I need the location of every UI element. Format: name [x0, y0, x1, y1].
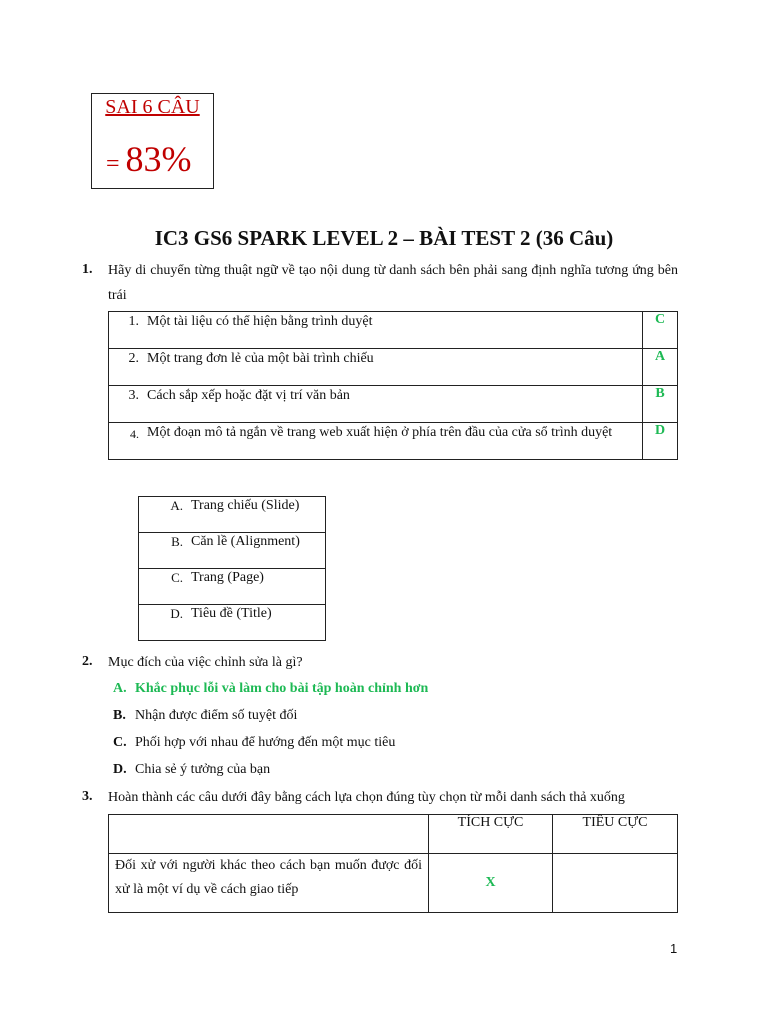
- option-text: Chia sẻ ý tưởng của bạn: [135, 762, 271, 777]
- definitions-table: [108, 311, 678, 460]
- definition-row: [109, 423, 678, 460]
- option-letter: B.: [113, 708, 126, 723]
- definition-row: [109, 386, 678, 423]
- definition-row: [109, 349, 678, 386]
- option-text: Nhận được điểm số tuyệt đối: [135, 708, 298, 723]
- question-2-text: Mục đích của việc chỉnh sửa là gì?: [108, 655, 303, 670]
- answer-option-c[interactable]: [113, 735, 395, 751]
- negative-choice-cell[interactable]: [553, 854, 678, 913]
- answer-option-b[interactable]: [113, 708, 297, 724]
- term-text: Trang (Page): [191, 570, 264, 585]
- term-row[interactable]: [139, 569, 326, 605]
- terms-table: [138, 496, 326, 641]
- question-3-text: Hoàn thành các câu dưới đây bằng cách lựa chọn đúng tùy chọn từ mỗi danh sách thả xuống: [108, 790, 625, 805]
- term-letter: A.: [170, 498, 183, 513]
- definition-text: Một đoạn mô tả ngắn về trang web xuất hiện ở phía trên đầu của cửa sổ trình duyệt: [147, 425, 613, 440]
- option-text: Khắc phục lỗi và làm cho bài tập hoàn chỉnh hơn: [135, 681, 429, 696]
- score-title: SAI 6 CÂU: [105, 96, 200, 118]
- definition-number: 1.: [128, 314, 139, 329]
- question-3-number: 3.: [82, 789, 93, 804]
- score-equals: =: [106, 151, 120, 177]
- definition-number: 3.: [128, 388, 139, 403]
- question-1-text-line1: Hãy di chuyển từng thuật ngữ về tạo nội dung từ danh sách bên phải sang định nghĩa tương ứng bên: [108, 263, 678, 278]
- term-letter: D.: [170, 606, 183, 621]
- term-letter: B.: [171, 534, 183, 549]
- option-text: Phối hợp với nhau để hướng đến một mục tiêu: [135, 735, 396, 750]
- definition-answer[interactable]: C: [643, 312, 678, 349]
- question-1-number: 1.: [82, 262, 93, 277]
- definition-answer[interactable]: D: [643, 423, 678, 460]
- term-row[interactable]: [139, 605, 326, 641]
- definition-text: Một tài liệu có thể hiện bằng trình duyệt: [147, 314, 373, 329]
- score-percent: [106, 138, 192, 180]
- term-text: Căn lề (Alignment): [191, 534, 300, 549]
- score-box: [91, 93, 214, 189]
- term-text: Trang chiếu (Slide): [191, 498, 300, 513]
- answer-option-a[interactable]: [113, 681, 428, 697]
- question-2-number: 2.: [82, 654, 93, 669]
- question-3-table: [108, 814, 678, 913]
- term-row[interactable]: [139, 497, 326, 533]
- option-letter: D.: [113, 762, 127, 777]
- header-negative: TIÊU CỰC: [553, 815, 678, 854]
- definition-answer[interactable]: B: [643, 386, 678, 423]
- definition-number: 4.: [130, 427, 139, 441]
- document-title: IC3 GS6 SPARK LEVEL 2 – BÀI TEST 2 (36 Câu): [154, 226, 614, 250]
- page-number: 1: [670, 941, 678, 956]
- header-blank-cell: [109, 815, 429, 854]
- table-header-row: [109, 815, 678, 854]
- answer-option-d[interactable]: [113, 762, 270, 778]
- definition-answer[interactable]: A: [643, 349, 678, 386]
- term-text: Tiêu đề (Title): [191, 606, 272, 621]
- term-letter: C.: [171, 570, 183, 585]
- score-value: 83%: [125, 139, 192, 179]
- table-row: [109, 854, 678, 913]
- definition-row: [109, 312, 678, 349]
- positive-choice-cell[interactable]: X: [429, 854, 553, 913]
- definition-text: Một trang đơn lẻ của một bài trình chiếu: [147, 351, 374, 366]
- definition-number: 2.: [128, 351, 139, 366]
- term-row[interactable]: [139, 533, 326, 569]
- statement-text: Đối xử với người khác theo cách bạn muốn được đối xử là một ví dụ về cách giao tiếp: [115, 858, 422, 897]
- definition-text: Cách sắp xếp hoặc đặt vị trí văn bản: [147, 388, 350, 403]
- question-1-text-line2: trái: [108, 288, 127, 303]
- option-letter: A.: [113, 681, 127, 696]
- header-positive: TÍCH CỰC: [429, 815, 553, 854]
- option-letter: C.: [113, 735, 127, 750]
